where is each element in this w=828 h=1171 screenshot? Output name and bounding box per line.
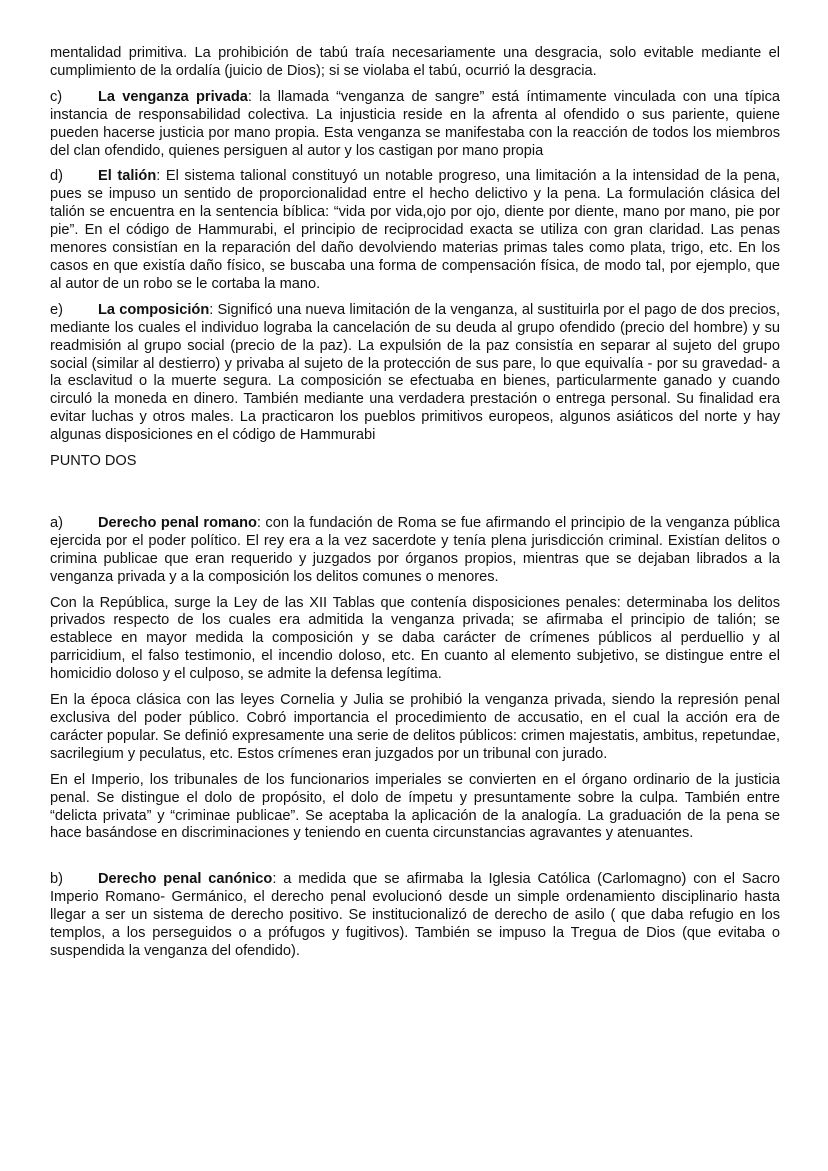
item-text: : El sistema talional constituyó un notable progreso, una limitación a la intensidad de la pena, pues se impuso un sentido de proporcionalidad entre el hecho delictivo y la pena. La formulación clásica del talión se encuentra en la sentencia bíblica: “vida por vida,ojo por ojo, diente por diente, mano por mano, pie por pie”. En el código de Hammurabi, el principio de reciprocidad exacta se utiliza con gran claridad. Las penas menores consistían en la reparación del daño devolviendo materias primas tales como plata, trigo, etc. En los casos en que existía daño físico, se buscaba una forma de compensación física, de modo tal, por ejemplo, que al autor de un robo se le cortaba la mano.: [50, 168, 780, 292]
item-text: : Significó una nueva limitación de la venganza, al sustituirla por el pago de dos precios, mediante los cuales el individuo lograba la cancelación de su deuda al grupo ofendido (precio del hombre) y su readmisión al grupo social (precio de la paz). La expulsión de la paz consistía en separar al sujeto del grupo social (similar al destierro) y privaba al sujeto de la protección de sus pare, lo que equivalía - por su gravedad- a la esclavitud o la muerte segura. La composición se efectuaba en bienes, particularmente ganado y cuando circuló la moneda en dinero. También mediante una verdadera prestación o entrega personal. Su finalidad era evitar luchas y otros males. La practicaron los pueblos primitivos europeos, algunos asiáticos del norte y hay algunas disposiciones en el código de Hammurabi: [50, 301, 781, 444]
paragraph-item-b: [50, 871, 780, 961]
item-term: La venganza privada: [98, 88, 248, 105]
paragraph-republica: Con la República, surge la Ley de las XII Tablas que contenía disposiciones penales: determinaba los delitos privados respecto de los cuales era admitida la venganza privada; se afirmaba el principio de talión; se establece en mayor medida la composición y se daba carácter de crímenes públicos al perduellio y al parricidium, el falso testimonio, el incendio doloso, etc. En cuanto al elemento subjetivo, se distingue entre el homicidio doloso y el culposo, se admite la defensa legítima.: [50, 594, 780, 683]
paragraph-item-e: [50, 302, 780, 445]
item-letter: b): [50, 871, 63, 888]
paragraph-item-a: [50, 515, 780, 587]
item-term: La composición: [98, 301, 210, 318]
item-letter: c): [50, 88, 63, 105]
item-text: : la llamada “venganza de sangre” está íntimamente vinculada con una típica instancia de responsabilidad colectiva. La injusticia reside en la afrenta al ofendido o sus pariente, quiene pueden hacerse justicia por mano propia. Esta venganza se manifestaba con la reacción de todos los miembros del clan ofendido, quienes persiguen al autor y los castigan por mano propia: [50, 88, 780, 159]
paragraph-intro: mentalidad primitiva. La prohibición de tabú traía necesariamente una desgracia, solo evitable mediante el cumplimiento de la ordalía (juicio de Dios); si se violaba el tabú, ocurrió la desgracia.: [50, 45, 780, 79]
paragraph-clasica: En la época clásica con las leyes Cornelia y Julia se prohibió la venganza privada, siendo la represión penal exclusiva del poder público. Cobró importancia el procedimiento de accusatio, en el cual la acción era de carácter popular. Se definió expresamente una serie de delitos públicos: crimen majestatis, ambitus, repetundae, sacrilegium y peculatus, etc. Estos crímenes eran juzgados por un tribunal con jurado.: [50, 692, 780, 762]
item-term: Derecho penal romano: [98, 514, 257, 531]
item-term: Derecho penal canónico: [98, 871, 273, 888]
paragraph-item-c: [50, 89, 780, 161]
item-text: : a medida que se afirmaba la Iglesia Católica (Carlomagno) con el Sacro Imperio Romano- Germánico, el derecho penal evolucionó desde un simple ordenamiento disciplinario hasta llegar a ser un sistema de derecho positivo. Se institucionalizó de derecho de asilo ( que daba refugio en los templos, a los perseguidos o a prófugos y fugitivos). También se impuso la Tregua de Dios (que evitaba o suspendida la venganza del ofendido).: [50, 871, 780, 959]
paragraph-item-d: [50, 168, 780, 293]
item-letter: e): [50, 301, 63, 318]
item-term: El talión: [98, 168, 157, 185]
item-text: : con la fundación de Roma se fue afirmando el principio de la venganza pública ejercida por el poder político. El rey era a la vez sacerdote y tenía plena jurisdicción criminal. Existían delitos o crimina publicae que eran requerido y juzgados por órganos propios, mientras que se dejaban librados a la venganza privada y a la composición los delitos comunes o menores.: [50, 514, 780, 585]
paragraph-imperio: En el Imperio, los tribunales de los funcionarios imperiales se convierten en el órgano ordinario de la justicia penal. Se distingue el dolo de propósito, el dolo de ímpetu y presuntamente sobre la culpa. También entre “delicta privata” y “criminae publicae”. Se aceptaba la aplicación de la analogía. La graduación de la pena se hace basándose en discriminaciones y teniendo en cuenta circunstancias agravantes y atenuantes.: [50, 771, 780, 842]
item-letter: d): [50, 168, 63, 185]
section-heading: PUNTO DOS: [50, 453, 137, 470]
item-letter: a): [50, 514, 63, 531]
